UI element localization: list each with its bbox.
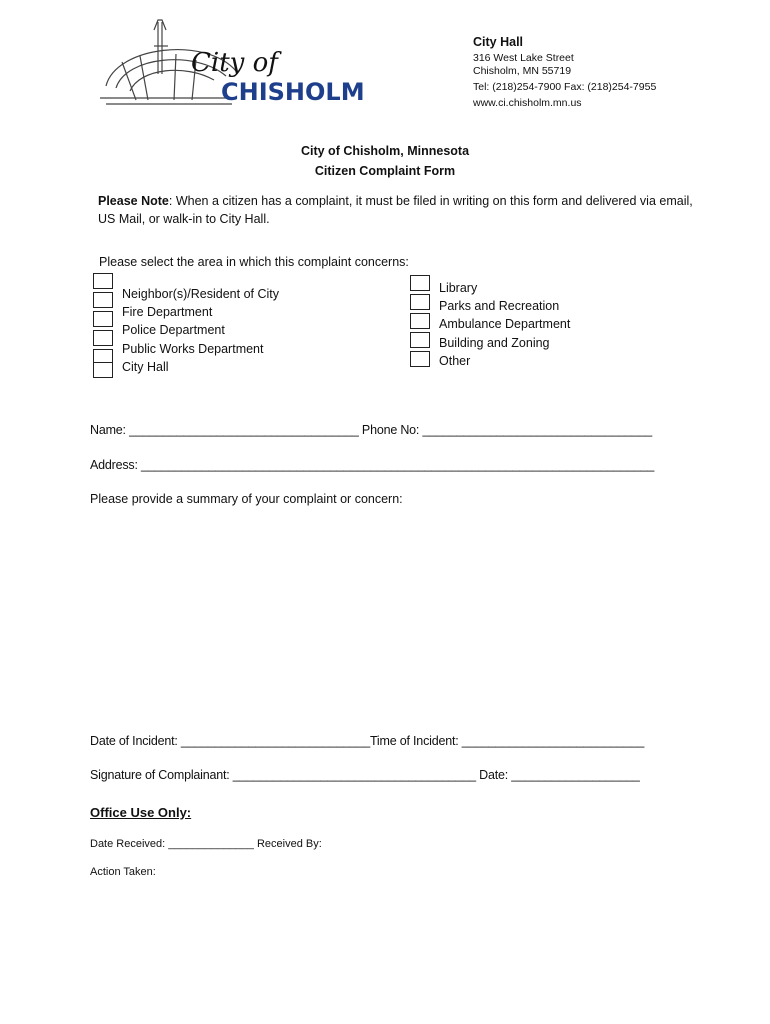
office-use-heading: Office Use Only: [90, 805, 192, 820]
note-text: : When a citizen has a complaint, it must be filed in writing on this form and delivered via email, US Mail, or walk-in to City Hall. [98, 194, 693, 226]
area-option-neighbor: Neighbor(s)/Resident of City [122, 287, 280, 301]
form-title: Citizen Complaint Form [314, 164, 456, 178]
checkbox-fire[interactable] [93, 292, 113, 308]
date-received-field: Date Received: ______________ Received By: [90, 838, 322, 850]
checkbox-ambulance[interactable] [410, 313, 430, 329]
area-option-building: Building and Zoning [439, 335, 550, 350]
area-option-police: Police Department [122, 323, 225, 338]
checkbox-public-works[interactable] [93, 330, 113, 346]
area-prompt: Please select the area in which this complaint concerns: [99, 255, 409, 269]
incident-field[interactable]: Date of Incident: ____________________________Time of Incident: ___________________________ [90, 734, 645, 748]
area-option-library: Library [439, 281, 478, 295]
checkbox-extra[interactable] [93, 362, 113, 378]
checkbox-library[interactable] [410, 275, 430, 291]
right-area-list [439, 279, 570, 370]
logo-script-text: City of [191, 48, 278, 78]
action-taken-field: Action Taken: [90, 866, 156, 878]
summary-area[interactable] [90, 512, 680, 722]
left-area-list [122, 285, 279, 376]
address-phone: Tel: (218)254-7900 Fax: (218)254-7955 [473, 81, 657, 93]
checkbox-building[interactable] [410, 332, 430, 348]
checkbox-police[interactable] [93, 311, 113, 327]
logo-name-text: CHISHOLM [221, 78, 365, 106]
address-web: www.ci.chisholm.mn.us [473, 97, 582, 109]
area-option-ambulance: Ambulance Department [439, 317, 571, 332]
name-phone-field[interactable]: Name: __________________________________ Phone No: __________________________________ [90, 423, 653, 437]
page-title: City of Chisholm, Minnesota [300, 144, 470, 158]
please-note [98, 192, 698, 228]
address-block [473, 36, 656, 110]
checkbox-other[interactable] [410, 351, 430, 367]
note-label: Please Note [98, 194, 169, 208]
signature-field[interactable]: Signature of Complainant: ____________________________________ Date: ___________________ [90, 768, 640, 782]
address-city: Chisholm, MN 55719 [473, 65, 572, 77]
address-field[interactable]: Address: ____________________________________________________________________________ [90, 458, 655, 472]
address-street: 316 West Lake Street [473, 52, 574, 64]
area-option-city-hall: City Hall [122, 359, 169, 374]
city-logo-graphic [96, 16, 386, 116]
checkbox-parks[interactable] [410, 294, 430, 310]
city-logo [96, 16, 386, 116]
area-option-public-works: Public Works Department [122, 341, 264, 356]
address-heading: City Hall [473, 35, 524, 49]
area-option-parks: Parks and Recreation [439, 299, 560, 314]
checkbox-neighbor[interactable] [93, 273, 113, 289]
area-option-other: Other [439, 353, 471, 368]
summary-prompt: Please provide a summary of your complaint or concern: [90, 492, 403, 506]
area-option-fire: Fire Department [122, 305, 213, 320]
